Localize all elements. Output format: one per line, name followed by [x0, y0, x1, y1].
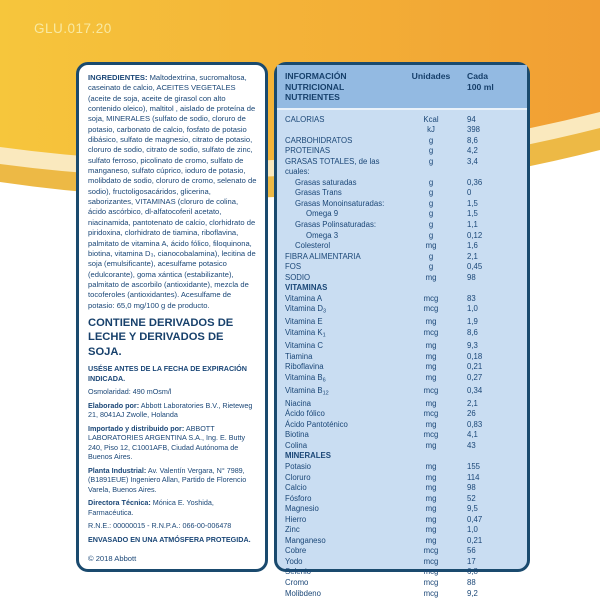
nutrient-unit: g — [405, 136, 457, 147]
table-row — [285, 220, 521, 231]
nutrient-value: 8,6 — [457, 328, 521, 341]
table-row — [285, 273, 521, 284]
nutrient-unit: mcg — [405, 328, 457, 341]
table-row — [285, 504, 521, 515]
notice-lead: Planta Industrial: — [88, 466, 146, 475]
legal-notice: Planta Industrial: Av. Valentín Vergara, N° 7989, (B1891EUE) Ingeniero Allan, Partido de Florencio Varela, Buenos Aires. — [88, 466, 257, 495]
table-row — [285, 125, 521, 136]
nutrient-unit: g — [405, 231, 457, 242]
nutrient-unit: mg — [405, 504, 457, 515]
nutrient-value — [457, 283, 521, 294]
nutrient-name: FIBRA ALIMENTARIA — [285, 252, 405, 263]
nutrient-name: Riboflavina — [285, 362, 405, 373]
table-row — [285, 241, 521, 252]
nutrient-name: PROTEINAS — [285, 146, 405, 157]
nutrient-value: 9,3 — [457, 341, 521, 352]
nutrient-unit: mcg — [405, 294, 457, 305]
nutrient-value: 0,47 — [457, 515, 521, 526]
nutrient-name: Grasas Monoinsaturadas: — [285, 199, 405, 210]
nutrient-name: Manganeso — [285, 536, 405, 547]
table-row — [285, 115, 521, 126]
nutrient-value: 1,5 — [457, 209, 521, 220]
nutrient-name: Vitamina $B_6$ — [285, 373, 405, 386]
nutrition-table-header — [277, 65, 527, 110]
nutrition-panel — [274, 62, 530, 572]
nutrient-name: Niacina — [285, 399, 405, 410]
table-row — [285, 462, 521, 473]
ingredients-text: Maltodextrina, sucromaltosa, caseinato de calcio, ACEITES VEGETALES (aceite de soja, aceite de girasol con alto contenido oleico), maltitol , aislado de proteína de soja, MINERALES (sulfato de sodio, cloruro de potasio, carbonato de calcio, fosfato de potasio dibásico, sulfato de magnesio, citrato de potasio, cloruro de sodio, citrato de sodio, sulfato de zinc, sulfato ferroso, picolinato de cromo, sulfato de manganeso, sulfato cúprico, ioduro de potasio, molibdato de sodio, cloruro de cromo, selenato de sodio), fructoligosacáridos, glicerina, saborizantes, VITAMINAS (cloruro de colina, ácido ascórbico, dl-alfatocoferil acetato, niacinamida, pantotenato de calcio, clorhidrato de piridoxina, clorhidrato de tiamina, riboflavina, palmitato de vitamina A, ácido fólico, filoquinona, biotina, vitamina D₃, cianocobalamina), lecitina de soja (emulsificante), acesulfame potasico (edulcorante), goma xántica (estabilizante), palmitato de ascorbilo (antioxidante), mezcla de tocoferoles (antioxidantes). Acesulfame de potasio: 65,0 mg/100 g de producto. — [88, 73, 256, 310]
nutrient-value: 0,18 — [457, 352, 521, 363]
nutrient-unit: mg — [405, 399, 457, 410]
nutrient-value: 94 — [457, 115, 521, 126]
nutrient-name: Omega 3 — [285, 231, 405, 242]
nutrient-unit — [405, 283, 457, 294]
nutrient-unit: mg — [405, 352, 457, 363]
nutrient-name: Zinc — [285, 525, 405, 536]
nutrient-unit: mcg — [405, 589, 457, 600]
nutrient-unit: mcg — [405, 578, 457, 589]
table-row — [285, 483, 521, 494]
table-row — [285, 209, 521, 220]
nutrient-value: 398 — [457, 125, 521, 136]
nutrient-name: Vitamina $K_1$ — [285, 328, 405, 341]
nutrient-value: 8,6 — [457, 136, 521, 147]
nutrient-value: 56 — [457, 546, 521, 557]
table-row — [285, 362, 521, 373]
nutrient-unit: mg — [405, 317, 457, 328]
nutrient-unit: g — [405, 178, 457, 189]
table-subtitle: NUTRIENTES — [285, 92, 405, 103]
nutrient-value: 1,6 — [457, 241, 521, 252]
legal-notice: Importado y distribuido por: ABBOTT LABORATORIES ARGENTINA S.A., Ing. E. Butty 240, Piso 12, C1001AFB, Ciudad Autónoma de Buenos Aires. — [88, 424, 257, 462]
allergen-heading: CONTIENE DERIVADOS DE LECHE Y DERIVADOS DE SOJA. — [88, 316, 257, 360]
nutrient-unit: mcg — [405, 567, 457, 578]
table-row — [285, 399, 521, 410]
legal-notice: Elaborado por: Abbott Laboratories B.V., Rieteweg 21, 8041AJ Zwolle, Holanda — [88, 401, 257, 420]
notice-lead: Importado y distribuido por: — [88, 424, 184, 433]
nutrient-unit: mg — [405, 515, 457, 526]
table-row — [285, 188, 521, 199]
nutrient-unit: mg — [405, 241, 457, 252]
table-row — [285, 136, 521, 147]
nutrient-value: 0,21 — [457, 536, 521, 547]
table-row — [285, 304, 521, 317]
table-row — [285, 373, 521, 386]
nutrient-unit: mcg — [405, 304, 457, 317]
nutrient-unit: g — [405, 262, 457, 273]
nutrient-name: VITAMINAS — [285, 283, 405, 294]
nutrient-name: Magnesio — [285, 504, 405, 515]
nutrient-unit: mcg — [405, 409, 457, 420]
nutrient-unit: mg — [405, 373, 457, 386]
nutrient-value: 0,45 — [457, 262, 521, 273]
table-row — [285, 328, 521, 341]
nutrient-unit: mg — [405, 420, 457, 431]
nutrient-name: Selenio — [285, 567, 405, 578]
nutrient-unit: mg — [405, 341, 457, 352]
nutrient-unit: Kcal — [405, 115, 457, 126]
nutrient-value: 0 — [457, 188, 521, 199]
nutrient-value: 98 — [457, 273, 521, 284]
nutrient-value: 6,8 — [457, 567, 521, 578]
nutrient-unit: mcg — [405, 386, 457, 399]
nutrient-value: 1,0 — [457, 525, 521, 536]
nutrient-value: 1,1 — [457, 220, 521, 231]
nutrient-unit: g — [405, 199, 457, 210]
nutrient-unit: mcg — [405, 557, 457, 568]
nutrient-value: 0,34 — [457, 386, 521, 399]
nutrient-value — [457, 451, 521, 462]
table-section-row — [285, 283, 521, 294]
table-row — [285, 420, 521, 431]
nutrient-name: Cromo — [285, 578, 405, 589]
nutrient-name: Tiamina — [285, 352, 405, 363]
nutrient-unit: mg — [405, 273, 457, 284]
nutrient-unit: mg — [405, 525, 457, 536]
nutrient-value: 114 — [457, 473, 521, 484]
header-per100-col — [457, 71, 521, 92]
nutrient-name: Vitamina $D_3$ — [285, 304, 405, 317]
table-section-row — [285, 451, 521, 462]
nutrition-table-body — [277, 110, 527, 603]
nutrient-name: FOS — [285, 262, 405, 273]
nutrient-value: 2,1 — [457, 252, 521, 263]
table-row — [285, 546, 521, 557]
nutrient-unit: kJ — [405, 125, 457, 136]
notice-lead: Elaborado por: — [88, 401, 139, 410]
legal-notice: R.N.E.: 00000015 - R.N.P.A.: 066-00-006478 — [88, 521, 257, 531]
nutrient-unit — [405, 451, 457, 462]
per100-line2: 100 ml — [467, 82, 521, 93]
table-row — [285, 157, 521, 178]
nutrient-name: Vitamina A — [285, 294, 405, 305]
nutrient-value: 88 — [457, 578, 521, 589]
table-row — [285, 473, 521, 484]
nutrient-name: Cloruro — [285, 473, 405, 484]
nutrient-name: Colina — [285, 441, 405, 452]
nutrient-name: CARBOHIDRATOS — [285, 136, 405, 147]
nutrient-unit: g — [405, 220, 457, 231]
nutrient-name: Ácido fólico — [285, 409, 405, 420]
nutrient-name: Grasas saturadas — [285, 178, 405, 189]
table-row — [285, 317, 521, 328]
nutrient-name: Grasas Trans — [285, 188, 405, 199]
nutrient-name: Calcio — [285, 483, 405, 494]
table-row — [285, 430, 521, 441]
table-row — [285, 352, 521, 363]
table-row — [285, 441, 521, 452]
table-row — [285, 525, 521, 536]
legal-notice: USÉSE ANTES DE LA FECHA DE EXPIRACIÓN INDICADA. — [88, 364, 257, 383]
nutrient-name: Grasas Polinsaturadas: — [285, 220, 405, 231]
nutrient-name — [285, 125, 405, 136]
nutrient-name: Biotina — [285, 430, 405, 441]
table-row — [285, 199, 521, 210]
nutrient-value: 83 — [457, 294, 521, 305]
nutrient-name: Omega 9 — [285, 209, 405, 220]
per100-line1: Cada — [467, 71, 521, 82]
table-row — [285, 294, 521, 305]
nutrient-unit: g — [405, 252, 457, 263]
nutrient-unit: g — [405, 146, 457, 157]
legal-notice: Directora Técnica: Mónica E. Yoshida, Farmacéutica. — [88, 498, 257, 517]
ingredients-panel — [76, 62, 268, 572]
nutrient-value: 0,83 — [457, 420, 521, 431]
table-row — [285, 178, 521, 189]
nutrient-value: 9,2 — [457, 589, 521, 600]
nutrient-name: Ácido Pantoténico — [285, 420, 405, 431]
nutrient-value: 1,0 — [457, 304, 521, 317]
nutrient-value: 0,21 — [457, 362, 521, 373]
nutrient-unit: g — [405, 157, 457, 178]
table-row — [285, 557, 521, 568]
nutrient-value: 0,27 — [457, 373, 521, 386]
nutrient-value: 2,1 — [457, 399, 521, 410]
nutrient-name: Vitamina $B_{12}$ — [285, 386, 405, 399]
table-title: INFORMACIÓN NUTRICIONAL — [285, 71, 405, 92]
nutrient-name: MINERALES — [285, 451, 405, 462]
legal-notice: Osmolaridad: 490 mOsm/l — [88, 387, 257, 397]
table-row — [285, 536, 521, 547]
nutrient-unit: g — [405, 188, 457, 199]
nutrient-value: 0,36 — [457, 178, 521, 189]
nutrient-name: Hierro — [285, 515, 405, 526]
nutrient-value: 9,5 — [457, 504, 521, 515]
table-row — [285, 567, 521, 578]
header-units-col: Unidades — [405, 71, 457, 82]
nutrient-value: 1,5 — [457, 199, 521, 210]
nutrient-name: Cobre — [285, 546, 405, 557]
legal-notices — [88, 364, 257, 544]
nutrient-value: 1,9 — [457, 317, 521, 328]
table-row — [285, 386, 521, 399]
nutrient-unit: mg — [405, 362, 457, 373]
nutrient-value: 4,2 — [457, 146, 521, 157]
header-nutrients-col — [285, 71, 405, 103]
table-row — [285, 589, 521, 600]
nutrient-name: GRASAS TOTALES, de las cuales: — [285, 157, 405, 178]
nutrient-value: 26 — [457, 409, 521, 420]
nutrient-unit: mg — [405, 473, 457, 484]
product-code: GLU.017.20 — [34, 21, 112, 36]
nutrient-name: Fósforo — [285, 494, 405, 505]
table-row — [285, 146, 521, 157]
nutrient-name: Molibdeno — [285, 589, 405, 600]
nutrient-name: SODIO — [285, 273, 405, 284]
nutrient-unit: mg — [405, 536, 457, 547]
nutrient-value: 98 — [457, 483, 521, 494]
nutrient-value: 43 — [457, 441, 521, 452]
table-row — [285, 262, 521, 273]
nutrient-value: 17 — [457, 557, 521, 568]
table-row — [285, 494, 521, 505]
legal-notice: ENVASADO EN UNA ATMÓSFERA PROTEGIDA. — [88, 535, 257, 545]
ingredients-lead: INGREDIENTES: — [88, 73, 148, 82]
nutrient-value: 0,12 — [457, 231, 521, 242]
table-row — [285, 231, 521, 242]
table-row — [285, 341, 521, 352]
nutrient-name: Potasio — [285, 462, 405, 473]
nutrient-name: Vitamina E — [285, 317, 405, 328]
ingredients-paragraph — [88, 73, 257, 311]
table-row — [285, 578, 521, 589]
copyright: © 2018 Abbott — [88, 554, 257, 563]
nutrient-unit: mcg — [405, 546, 457, 557]
table-row — [285, 409, 521, 420]
nutrient-name: Yodo — [285, 557, 405, 568]
nutrient-unit: mg — [405, 441, 457, 452]
table-row — [285, 515, 521, 526]
notice-lead: Directora Técnica: — [88, 498, 151, 507]
nutrient-unit: g — [405, 209, 457, 220]
nutrient-value: 52 — [457, 494, 521, 505]
nutrient-unit: mcg — [405, 430, 457, 441]
table-row — [285, 252, 521, 263]
nutrient-unit: mg — [405, 462, 457, 473]
nutrient-value: 3,4 — [457, 157, 521, 178]
nutrient-unit: mg — [405, 494, 457, 505]
nutrient-unit: mg — [405, 483, 457, 494]
nutrient-name: Colesterol — [285, 241, 405, 252]
nutrient-value: 4,1 — [457, 430, 521, 441]
nutrient-name: CALORIAS — [285, 115, 405, 126]
nutrient-name: Vitamina C — [285, 341, 405, 352]
nutrient-value: 155 — [457, 462, 521, 473]
